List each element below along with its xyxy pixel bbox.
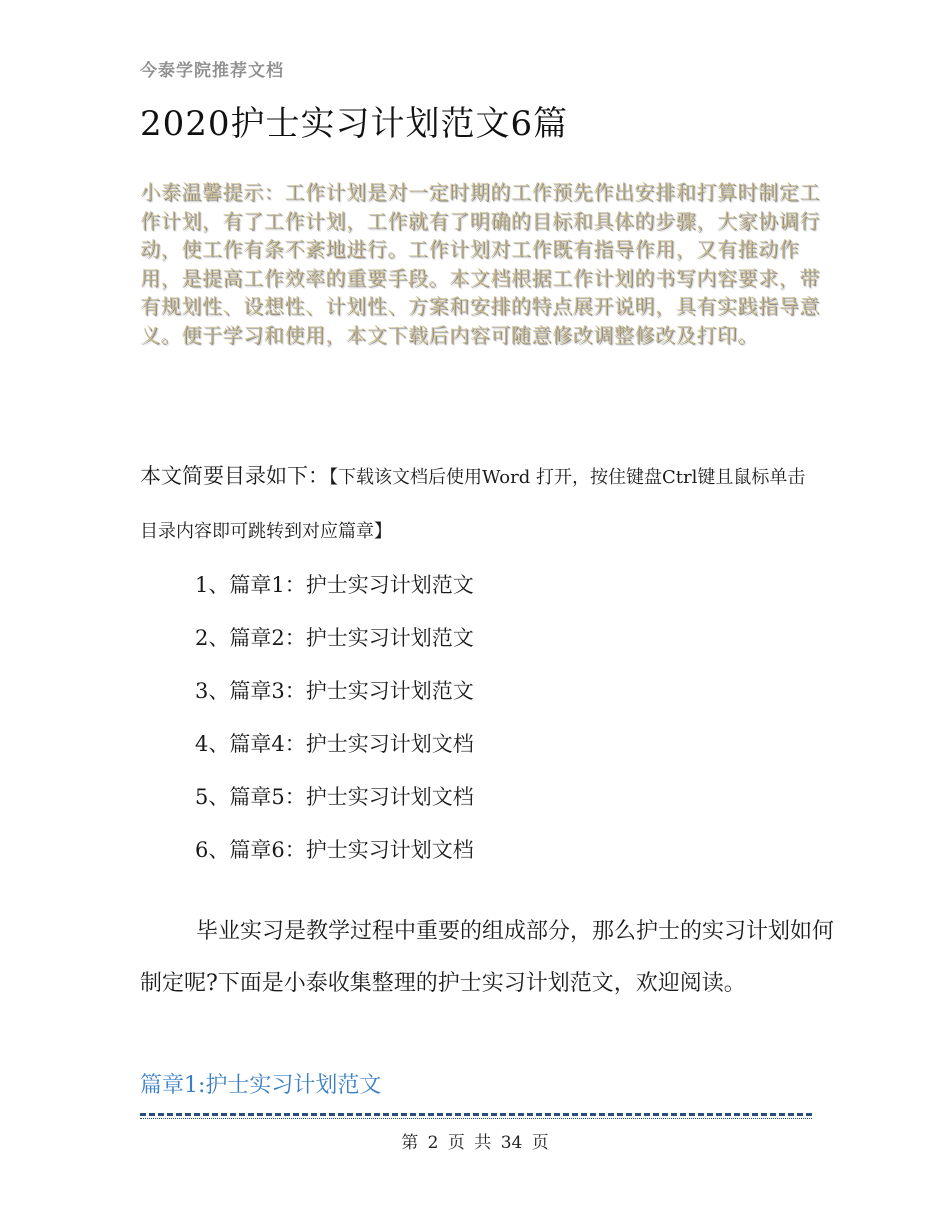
tip-paragraph: 小泰温馨提示：工作计划是对一定时期的工作预先作出安排和打算时制定工作计划，有了工作计划，工作就有了明确的目标和具体的步骤，大家协调行动，使工作有条不紊地进行。工作计划对工作既有指导作用，又有推动作用，是提高工作效率的重要手段。本文档根据工作计划的书写内容要求，带有规划性、设想性、计划性、方案和安排的特点展开说明，具有实践指导意义。便于学习和使用，本文下载后内容可随意修改调整修改及打印。: [140, 180, 820, 347]
document-title: 2020护士实习计划范文6篇: [140, 104, 569, 144]
header-brand: 今泰学院推荐文档: [140, 61, 284, 81]
page-number-footer: 第 2 页 共 34 页: [401, 1133, 549, 1153]
toc-intro: [140, 450, 820, 558]
toc-note: 【下载该文档后使用Word 打开，按住键盘Ctrl键且鼠标单击目录内容即可跳转到对应篇章】: [140, 467, 806, 542]
toc-item[interactable]: 3、篇章3：护士实习计划范文: [195, 679, 474, 703]
toc-intro-label: 本文简要目录如下：: [140, 464, 329, 488]
section-heading: 篇章1:护士实习计划范文: [140, 1073, 382, 1098]
toc-item[interactable]: 6、篇章6：护士实习计划文档: [195, 838, 474, 862]
toc-item[interactable]: 2、篇章2：护士实习计划范文: [195, 626, 474, 650]
table-of-contents: [195, 565, 474, 883]
section-divider: [140, 1113, 812, 1116]
toc-item[interactable]: 1、篇章1：护士实习计划范文: [195, 573, 474, 597]
intro-paragraph: 毕业实习是教学过程中重要的组成部分，那么护士的实习计划如何制定呢?下面是小泰收集整理的护士实习计划范文，欢迎阅读。: [140, 919, 835, 996]
section-divider-underline: [140, 1118, 812, 1119]
toc-item[interactable]: 5、篇章5：护士实习计划文档: [195, 785, 474, 809]
toc-item[interactable]: 4、篇章4：护士实习计划文档: [195, 732, 474, 756]
